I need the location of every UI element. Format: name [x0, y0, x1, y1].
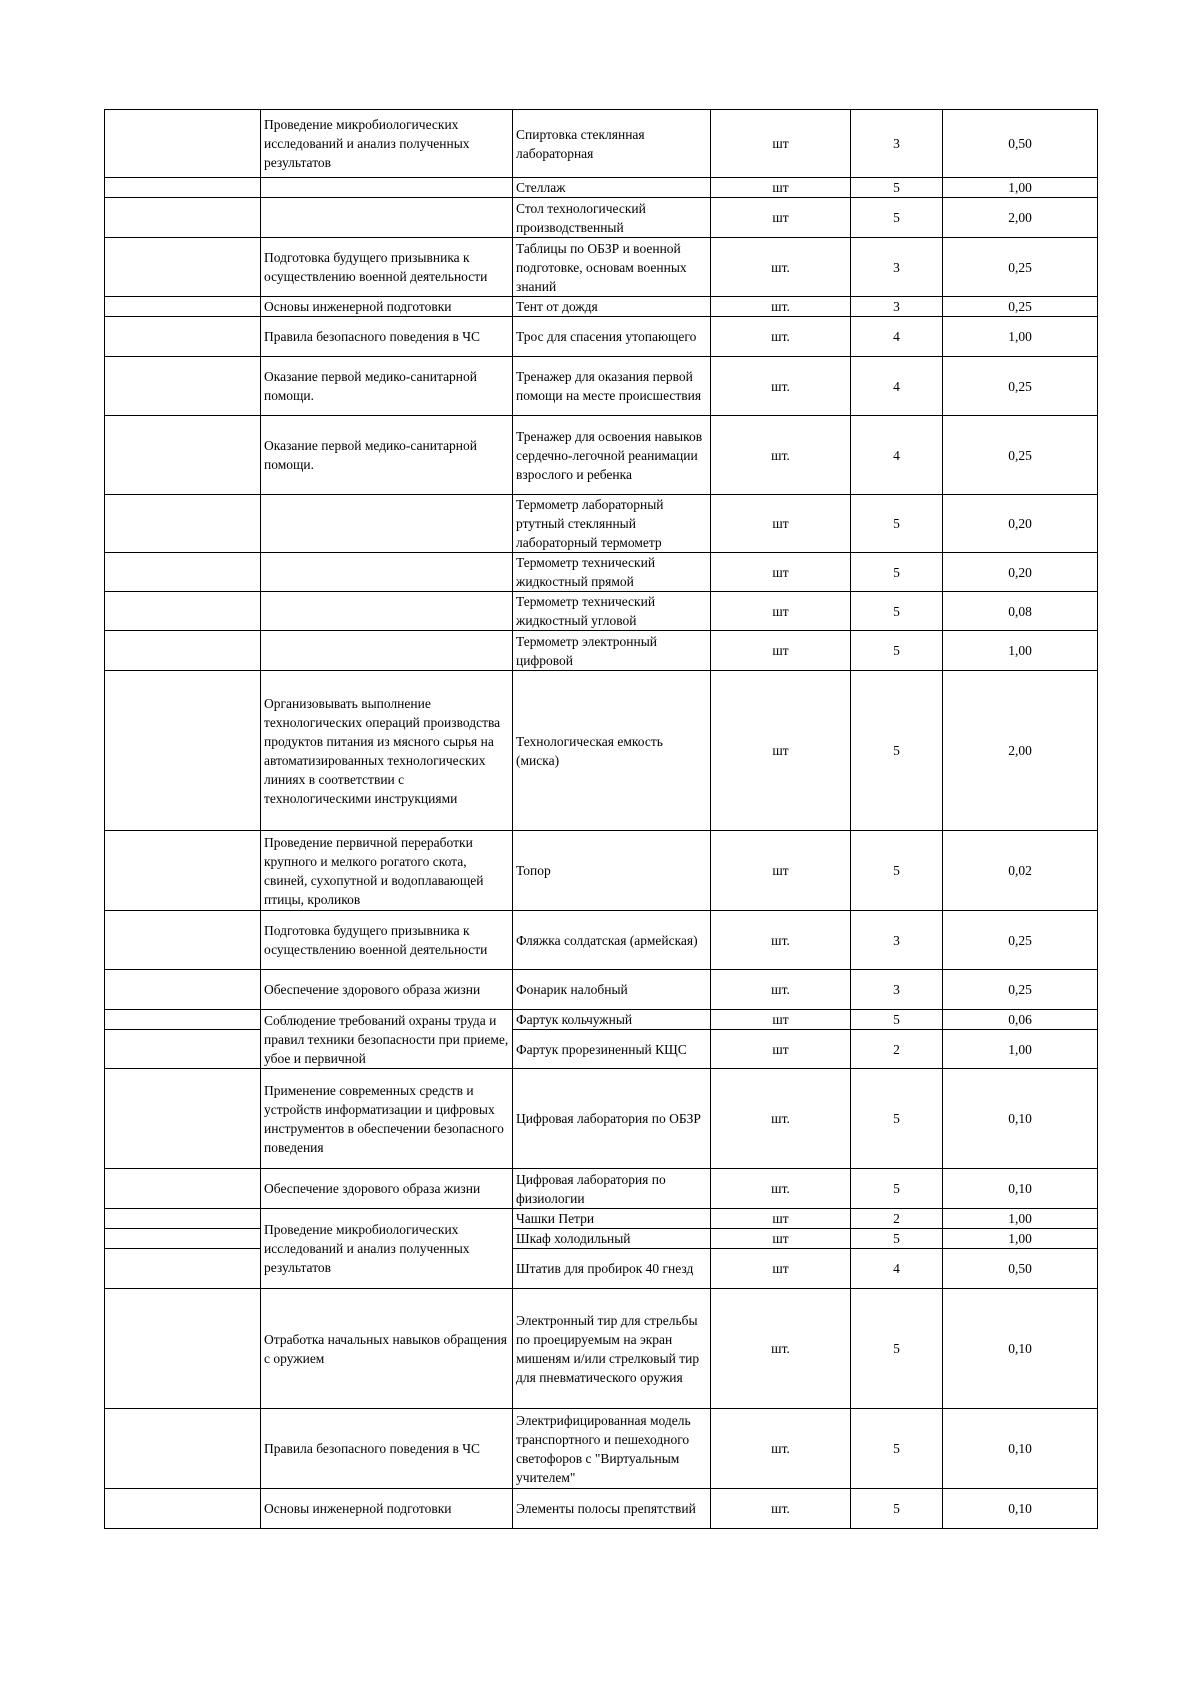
row-number-cell — [105, 297, 261, 317]
value-cell: 0,20 — [943, 553, 1098, 592]
competency-cell: Проведение микробиологических исследований и анализ полученных результатов — [261, 110, 513, 178]
table-row — [105, 317, 1098, 357]
quantity-cell: 3 — [851, 297, 943, 317]
quantity-cell: 5 — [851, 592, 943, 631]
unit-cell: шт — [711, 1229, 851, 1249]
unit-cell: шт — [711, 178, 851, 198]
competency-cell: Обеспечение здорового образа жизни — [261, 970, 513, 1010]
competency-cell: Правила безопасного поведения в ЧС — [261, 317, 513, 357]
table-row — [105, 671, 1098, 831]
row-number-cell — [105, 970, 261, 1010]
unit-cell: шт. — [711, 1069, 851, 1169]
unit-cell: шт. — [711, 1409, 851, 1489]
quantity-cell: 5 — [851, 1489, 943, 1529]
equipment-name-cell: Электронный тир для стрельбы по проецируемым на экран мишеням и/или стрелковый тир для пневматического оружия — [513, 1289, 711, 1409]
equipment-name-cell: Шкаф холодильный — [513, 1229, 711, 1249]
quantity-cell: 3 — [851, 970, 943, 1010]
competency-cell — [261, 592, 513, 631]
row-number-cell — [105, 1169, 261, 1209]
value-cell: 1,00 — [943, 317, 1098, 357]
equipment-name-cell: Стол технологический производственный — [513, 198, 711, 238]
table-row — [105, 1030, 1098, 1069]
value-cell: 0,20 — [943, 495, 1098, 553]
row-number-cell — [105, 198, 261, 238]
equipment-name-cell: Термометр лабораторный ртутный стеклянный лабораторный термометр — [513, 495, 711, 553]
table-row — [105, 592, 1098, 631]
row-number-cell — [105, 1289, 261, 1409]
quantity-cell: 5 — [851, 1409, 943, 1489]
value-cell: 1,00 — [943, 1209, 1098, 1229]
competency-cell: Подготовка будущего призывника к осуществлению военной деятельности — [261, 238, 513, 297]
value-cell: 0,50 — [943, 1249, 1098, 1289]
competency-cell: Обеспечение здорового образа жизни — [261, 1169, 513, 1209]
value-cell: 1,00 — [943, 1030, 1098, 1069]
value-cell: 2,00 — [943, 671, 1098, 831]
value-cell: 2,00 — [943, 198, 1098, 238]
equipment-name-cell: Трос для спасения утопающего — [513, 317, 711, 357]
unit-cell: шт. — [711, 970, 851, 1010]
row-number-cell — [105, 831, 261, 911]
quantity-cell: 5 — [851, 831, 943, 911]
table-row — [105, 495, 1098, 553]
unit-cell: шт. — [711, 1289, 851, 1409]
unit-cell: шт. — [711, 416, 851, 495]
quantity-cell: 2 — [851, 1030, 943, 1069]
table-row — [105, 297, 1098, 317]
row-number-cell — [105, 631, 261, 671]
equipment-name-cell: Фартук прорезиненный КЩС — [513, 1030, 711, 1069]
quantity-cell: 4 — [851, 317, 943, 357]
value-cell: 0,25 — [943, 416, 1098, 495]
row-number-cell — [105, 178, 261, 198]
competency-cell: Организовывать выполнение технологических операций производства продуктов питания из мясного сырья на автоматизированных технологических линиях в соответствии с технологическими инструкциями — [261, 671, 513, 831]
table-row — [105, 553, 1098, 592]
equipment-name-cell: Фартук кольчужный — [513, 1010, 711, 1030]
unit-cell: шт. — [711, 1489, 851, 1529]
table-row — [105, 238, 1098, 297]
row-number-cell — [105, 1069, 261, 1169]
quantity-cell: 4 — [851, 1249, 943, 1289]
competency-cell — [261, 198, 513, 238]
quantity-cell: 5 — [851, 631, 943, 671]
quantity-cell: 5 — [851, 178, 943, 198]
unit-cell: шт. — [711, 1169, 851, 1209]
value-cell: 0,02 — [943, 831, 1098, 911]
competency-cell: Соблюдение требований охраны труда и правил техники безопасности при приеме, убое и первичной — [261, 1010, 513, 1069]
value-cell: 0,25 — [943, 357, 1098, 416]
table-row — [105, 110, 1098, 178]
table-row — [105, 911, 1098, 970]
equipment-name-cell: Таблицы по ОБЗР и военной подготовке, основам военных знаний — [513, 238, 711, 297]
competency-cell: Проведение микробиологических исследований и анализ полученных результатов — [261, 1209, 513, 1289]
table-row — [105, 357, 1098, 416]
quantity-cell: 2 — [851, 1209, 943, 1229]
row-number-cell — [105, 416, 261, 495]
table-row — [105, 831, 1098, 911]
equipment-name-cell: Стеллаж — [513, 178, 711, 198]
value-cell: 0,25 — [943, 238, 1098, 297]
table-row — [105, 198, 1098, 238]
value-cell: 0,25 — [943, 297, 1098, 317]
row-number-cell — [105, 1010, 261, 1030]
equipment-name-cell: Элементы полосы препятствий — [513, 1489, 711, 1529]
unit-cell: шт. — [711, 911, 851, 970]
value-cell: 1,00 — [943, 631, 1098, 671]
quantity-cell: 5 — [851, 1069, 943, 1169]
table-row — [105, 178, 1098, 198]
quantity-cell: 5 — [851, 1169, 943, 1209]
equipment-name-cell: Электрифицированная модель транспортного и пешеходного светофоров с "Виртуальным учителем" — [513, 1409, 711, 1489]
quantity-cell: 5 — [851, 198, 943, 238]
equipment-name-cell: Термометр технический жидкостный угловой — [513, 592, 711, 631]
equipment-name-cell: Тренажер для освоения навыков сердечно-легочной реанимации взрослого и ребенка — [513, 416, 711, 495]
unit-cell: шт — [711, 1030, 851, 1069]
row-number-cell — [105, 495, 261, 553]
unit-cell: шт — [711, 1010, 851, 1030]
equipment-name-cell: Фляжка солдатская (армейская) — [513, 911, 711, 970]
value-cell: 0,10 — [943, 1409, 1098, 1489]
unit-cell: шт — [711, 831, 851, 911]
quantity-cell: 5 — [851, 671, 943, 831]
unit-cell: шт. — [711, 238, 851, 297]
unit-cell: шт — [711, 631, 851, 671]
quantity-cell: 5 — [851, 553, 943, 592]
unit-cell: шт — [711, 671, 851, 831]
row-number-cell — [105, 1409, 261, 1489]
table-row — [105, 1249, 1098, 1289]
quantity-cell: 5 — [851, 1010, 943, 1030]
competency-cell — [261, 631, 513, 671]
table-row — [105, 1489, 1098, 1529]
equipment-name-cell: Чашки Петри — [513, 1209, 711, 1229]
unit-cell: шт — [711, 1249, 851, 1289]
equipment-name-cell: Тент от дождя — [513, 297, 711, 317]
row-number-cell — [105, 592, 261, 631]
value-cell: 0,10 — [943, 1289, 1098, 1409]
row-number-cell — [105, 317, 261, 357]
competency-cell: Оказание первой медико-санитарной помощи. — [261, 357, 513, 416]
quantity-cell: 3 — [851, 238, 943, 297]
unit-cell: шт — [711, 110, 851, 178]
equipment-name-cell: Термометр электронный цифровой — [513, 631, 711, 671]
row-number-cell — [105, 671, 261, 831]
row-number-cell — [105, 357, 261, 416]
table-row — [105, 631, 1098, 671]
quantity-cell: 5 — [851, 1229, 943, 1249]
value-cell: 0,50 — [943, 110, 1098, 178]
unit-cell: шт — [711, 592, 851, 631]
value-cell: 0,06 — [943, 1010, 1098, 1030]
competency-cell: Правила безопасного поведения в ЧС — [261, 1409, 513, 1489]
unit-cell: шт — [711, 198, 851, 238]
unit-cell: шт — [711, 553, 851, 592]
competency-cell — [261, 178, 513, 198]
quantity-cell: 5 — [851, 495, 943, 553]
table-row — [105, 1169, 1098, 1209]
table-row — [105, 1289, 1098, 1409]
table-row — [105, 970, 1098, 1010]
row-number-cell — [105, 1489, 261, 1529]
table-row — [105, 1209, 1098, 1229]
unit-cell: шт — [711, 1209, 851, 1229]
unit-cell: шт. — [711, 297, 851, 317]
competency-cell: Проведение первичной переработки крупного и мелкого рогатого скота, свиней, сухопутной и водоплавающей птицы, кроликов — [261, 831, 513, 911]
table-row — [105, 1409, 1098, 1489]
table-row — [105, 1010, 1098, 1030]
value-cell: 0,10 — [943, 1169, 1098, 1209]
equipment-name-cell: Цифровая лаборатория по ОБЗР — [513, 1069, 711, 1169]
competency-cell: Подготовка будущего призывника к осуществлению военной деятельности — [261, 911, 513, 970]
table-row — [105, 416, 1098, 495]
quantity-cell: 3 — [851, 911, 943, 970]
competency-cell — [261, 495, 513, 553]
competency-cell: Основы инженерной подготовки — [261, 1489, 513, 1529]
value-cell: 1,00 — [943, 1229, 1098, 1249]
unit-cell: шт — [711, 495, 851, 553]
equipment-name-cell: Тренажер для оказания первой помощи на месте происшествия — [513, 357, 711, 416]
quantity-cell: 4 — [851, 416, 943, 495]
competency-cell: Основы инженерной подготовки — [261, 297, 513, 317]
row-number-cell — [105, 110, 261, 178]
row-number-cell — [105, 553, 261, 592]
table-row — [105, 1069, 1098, 1169]
value-cell: 0,08 — [943, 592, 1098, 631]
table-row — [105, 1229, 1098, 1249]
row-number-cell — [105, 1229, 261, 1249]
quantity-cell: 3 — [851, 110, 943, 178]
equipment-name-cell: Топор — [513, 831, 711, 911]
equipment-name-cell: Цифровая лаборатория по физиологии — [513, 1169, 711, 1209]
equipment-name-cell: Спиртовка стеклянная лабораторная — [513, 110, 711, 178]
competency-cell — [261, 553, 513, 592]
row-number-cell — [105, 238, 261, 297]
row-number-cell — [105, 1249, 261, 1289]
competency-cell: Оказание первой медико-санитарной помощи. — [261, 416, 513, 495]
value-cell: 0,10 — [943, 1489, 1098, 1529]
value-cell: 0,25 — [943, 970, 1098, 1010]
value-cell: 0,10 — [943, 1069, 1098, 1169]
row-number-cell — [105, 911, 261, 970]
quantity-cell: 4 — [851, 357, 943, 416]
value-cell: 0,25 — [943, 911, 1098, 970]
equipment-name-cell: Фонарик налобный — [513, 970, 711, 1010]
row-number-cell — [105, 1209, 261, 1229]
competency-cell: Отработка начальных навыков обращения с оружием — [261, 1289, 513, 1409]
unit-cell: шт. — [711, 317, 851, 357]
equipment-name-cell: Термометр технический жидкостный прямой — [513, 553, 711, 592]
equipment-name-cell: Штатив для пробирок 40 гнезд — [513, 1249, 711, 1289]
value-cell: 1,00 — [943, 178, 1098, 198]
equipment-table — [104, 109, 1098, 1529]
quantity-cell: 5 — [851, 1289, 943, 1409]
competency-cell: Применение современных средств и устройств информатизации и цифровых инструментов в обеспечении безопасного поведения — [261, 1069, 513, 1169]
equipment-name-cell: Технологическая емкость (миска) — [513, 671, 711, 831]
unit-cell: шт. — [711, 357, 851, 416]
row-number-cell — [105, 1030, 261, 1069]
